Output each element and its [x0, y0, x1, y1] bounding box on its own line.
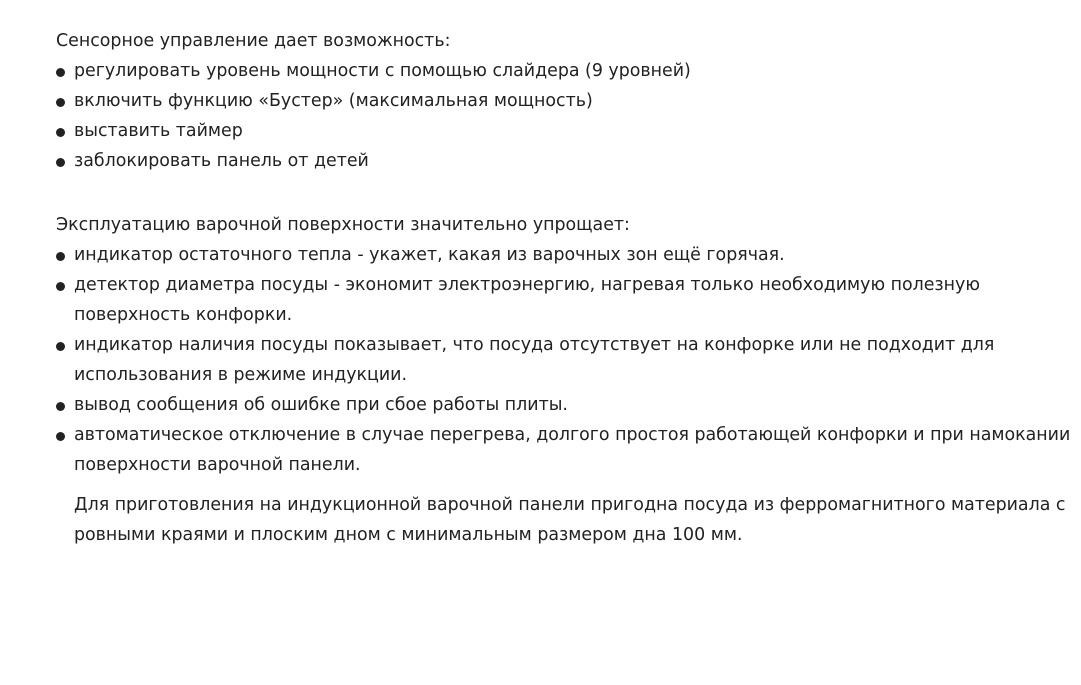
list-item: заблокировать панель от детей	[56, 146, 1076, 176]
list-item: автоматическое отключение в случае перегрева, долгого простоя работающей конфорки и при намокании поверхности варочной панели.	[56, 420, 1076, 480]
bullet-icon	[56, 98, 65, 107]
list-item: включить функцию «Бустер» (максимальная мощность)	[56, 86, 1076, 116]
section1-list	[56, 56, 1076, 176]
bullet-icon	[56, 282, 65, 291]
bullet-icon	[56, 252, 65, 261]
bullet-icon	[56, 68, 65, 77]
section2-intro: Эксплуатацию варочной поверхности значительно упрощает:	[56, 215, 630, 235]
list-item: индикатор наличия посуды показывает, что посуда отсутствует на конфорке или не подходит для использования в режиме индукции.	[56, 330, 1076, 390]
list-item: выставить таймер	[56, 116, 1076, 146]
section1-intro: Сенсорное управление дает возможность:	[56, 31, 451, 51]
article-content	[56, 26, 1076, 550]
bullet-icon	[56, 432, 65, 441]
list-item: вывод сообщения об ошибке при сбое работы плиты.	[56, 390, 1076, 420]
list-item: регулировать уровень мощности с помощью слайдера (9 уровней)	[56, 56, 1076, 86]
cookware-note: Для приготовления на индукционной варочной панели пригодна посуда из ферромагнитного материала с ровными краями и плоским дном с минимальным размером дна 100 мм.	[74, 495, 1066, 545]
bullet-icon	[56, 128, 65, 137]
bullet-icon	[56, 158, 65, 167]
section2-list	[56, 240, 1076, 480]
bullet-icon	[56, 402, 65, 411]
list-item: детектор диаметра посуды - экономит электроэнергию, нагревая только необходимую полезную поверхность конфорки.	[56, 270, 1076, 330]
bullet-icon	[56, 342, 65, 351]
list-item: индикатор остаточного тепла - укажет, какая из варочных зон ещё горячая.	[56, 240, 1076, 270]
